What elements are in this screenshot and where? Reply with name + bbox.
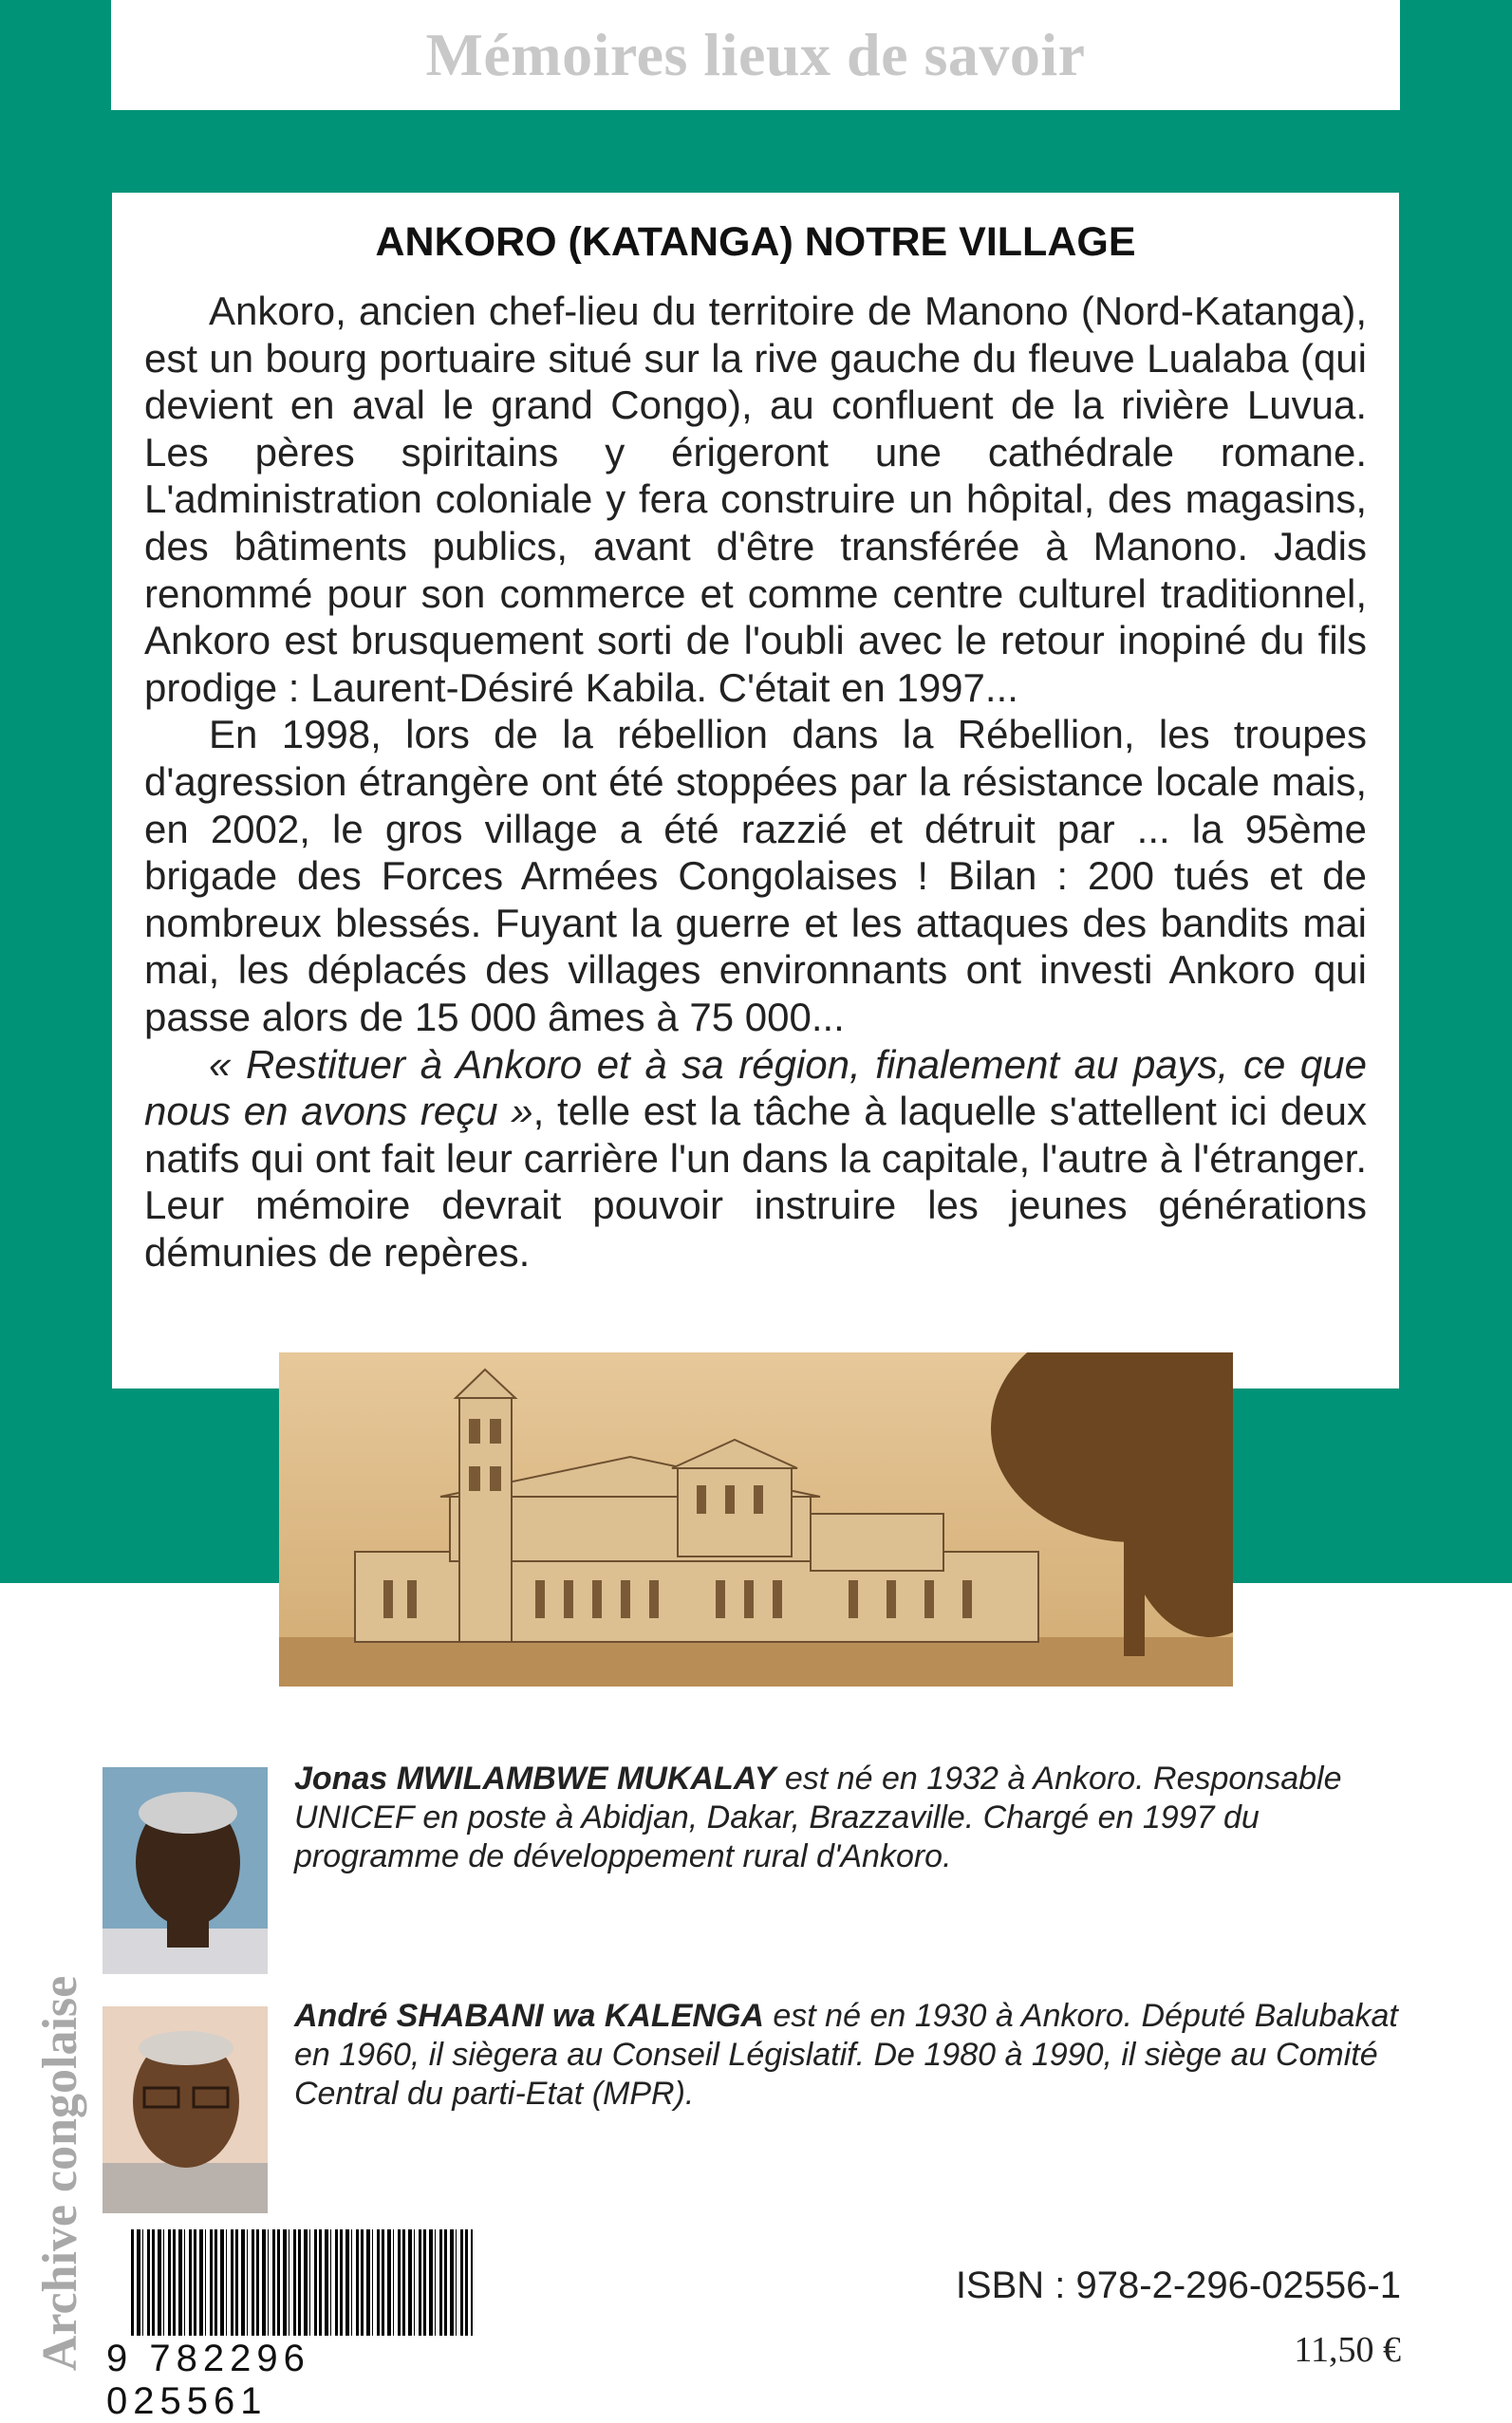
book-title: ANKORO (KATANGA) NOTRE VILLAGE <box>375 219 1136 265</box>
author-1-bio-text: est né en 1932 à Ankoro. Responsable UNICEF en poste à Abidjan, Dakar, Brazzaville. Chargé en 1997 du programme de développement rural d'Ankoro. <box>294 1761 1342 1874</box>
collection-label: Archive congolaise <box>33 1975 87 2372</box>
summary-quote: « Restituer à Ankoro et à sa région, finalement au pays, ce que nous en avons reçu » <box>144 1041 1367 1134</box>
price: 11,50 € <box>1294 2330 1401 2370</box>
summary-paragraph-3 <box>144 1041 1367 1277</box>
author-1-portrait <box>103 1767 268 1974</box>
cathedral-illustration <box>279 1352 1233 1687</box>
author-2-bio-text: est né en 1930 à Ankoro. Député Balubakat en 1960, il siègera au Conseil Législatif. De 1980 à 1990, il siège au Comité Central du parti-Etat (MPR). <box>294 1998 1398 2112</box>
series-header <box>111 0 1400 110</box>
summary-text <box>144 288 1367 1276</box>
author-1-bio <box>294 1760 1405 1876</box>
barcode-digits: 9 782296 025561 <box>106 2338 310 2422</box>
author-1-name: Jonas MWILAMBWE MUKALAY <box>294 1761 776 1797</box>
series-title: Mémoires lieux de savoir <box>425 21 1086 88</box>
summary-paragraph-1: Ankoro, ancien chef-lieu du territoire de Manono (Nord-Katanga), est un bourg portuaire situé sur la rive gauche du fleuve Lualaba (qui devient en aval le grand Congo), au confluent de la rivière Luvua. Les pères spiritains y érigeront une cathédrale romane. L'administration coloniale y fera construire un hôpital, des magasins, des bâtiments publics, avant d'être transférée à Manono. Jadis renommé pour son commerce et comme centre culturel traditionnel, Ankoro est brusquement sorti de l'oubli avec le retour inopiné du fils prodige : Laurent-Désiré Kabila. C'était en 1997... <box>144 289 1367 710</box>
author-2-portrait <box>103 2006 268 2213</box>
barcode <box>131 2229 473 2336</box>
author-2-bio <box>294 1997 1405 2114</box>
isbn: ISBN : 978-2-296-02556-1 <box>955 2265 1401 2306</box>
summary-paragraph-2: En 1998, lors de la rébellion dans la Rébellion, les troupes d'agression étrangère ont été stoppées par la résistance locale mais, en 2002, le gros village a été razzié et détruit par ... la 95ème brigade des Forces Armées Congolaises ! Bilan : 200 tués et de nombreux blessés. Fuyant la guerre et les attaques des bandits mai mai, les déplacés des villages environnants ont investi Ankoro qui passe alors de 15 000 âmes à 75 000... <box>144 712 1367 1039</box>
summary-paragraph-3-rest: , telle est la tâche à laquelle s'attellent ici deux natifs qui ont fait leur carrière l'un dans la capitale, l'autre à l'étranger. Leur mémoire devrait pouvoir instruire les jeunes générations démunies de repères. <box>144 1089 1368 1275</box>
summary-panel <box>112 193 1399 1389</box>
author-2-name: André SHABANI wa KALENGA <box>294 1998 764 2034</box>
